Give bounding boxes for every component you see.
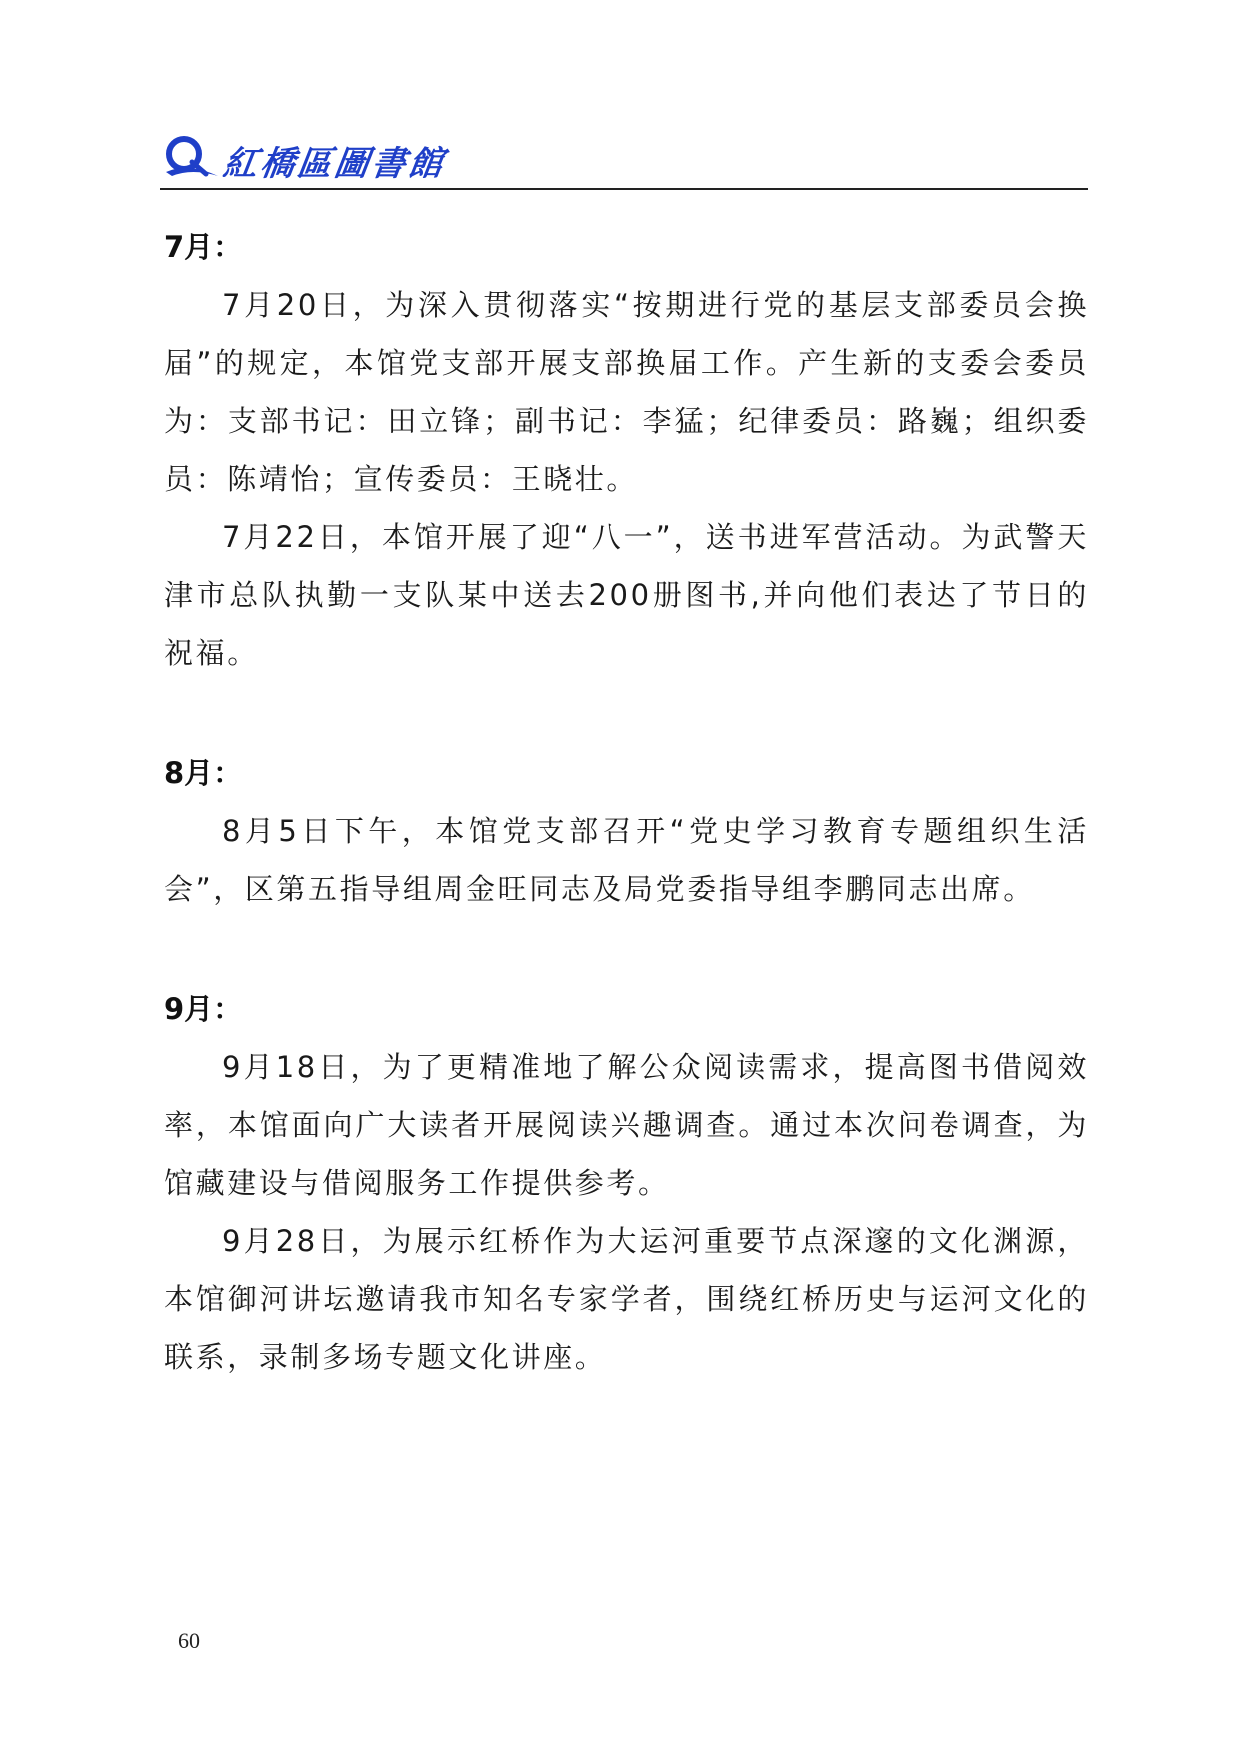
- month-heading: 9月：: [164, 992, 243, 1026]
- paragraph: 9月18日，为了更精准地了解公众阅读需求，提高图书借阅效率，本馆面向广大读者开展阅读兴趣调查。通过本次问卷调查，为馆藏建设与借阅服务工作提供参考。: [164, 1050, 1089, 1200]
- paragraph: 7月20日，为深入贯彻落实“按期进行党的基层支部委员会换届”的规定，本馆党支部开展支部换届工作。产生新的支委会委员为：支部书记：田立锋；副书记：李猛；纪律委员：路巍；组织委员：陈靖怡；宣传委员：王晓壮。: [164, 288, 1089, 496]
- library-logo-icon: [162, 132, 220, 180]
- month-heading: 8月：: [164, 756, 243, 790]
- section-september: [164, 988, 1089, 1386]
- paragraph: 7月22日，本馆开展了迎“八一”，送书进军营活动。为武警天津市总队执勤一支队某中送去200册图书,并向他们表达了节日的祝福。: [164, 520, 1089, 670]
- document-body: [164, 226, 1089, 1386]
- page-header: [162, 118, 1087, 188]
- section-july: [164, 226, 1089, 682]
- paragraph: 8月5日下午，本馆党支部召开“党史学习教育专题组织生活会”，区第五指导组周金旺同志及局党委指导组李鹏同志出席。: [164, 814, 1089, 906]
- header-divider: [160, 188, 1088, 190]
- month-heading: 7月：: [164, 230, 243, 264]
- section-august: [164, 752, 1089, 918]
- page-number: 60: [178, 1628, 200, 1653]
- paragraph: 9月28日，为展示红桥作为大运河重要节点深邃的文化渊源，本馆御河讲坛邀请我市知名专家学者，围绕红桥历史与运河文化的联系，录制多场专题文化讲座。: [164, 1224, 1089, 1374]
- library-name-logotype: 紅橋區圖書館: [220, 144, 449, 184]
